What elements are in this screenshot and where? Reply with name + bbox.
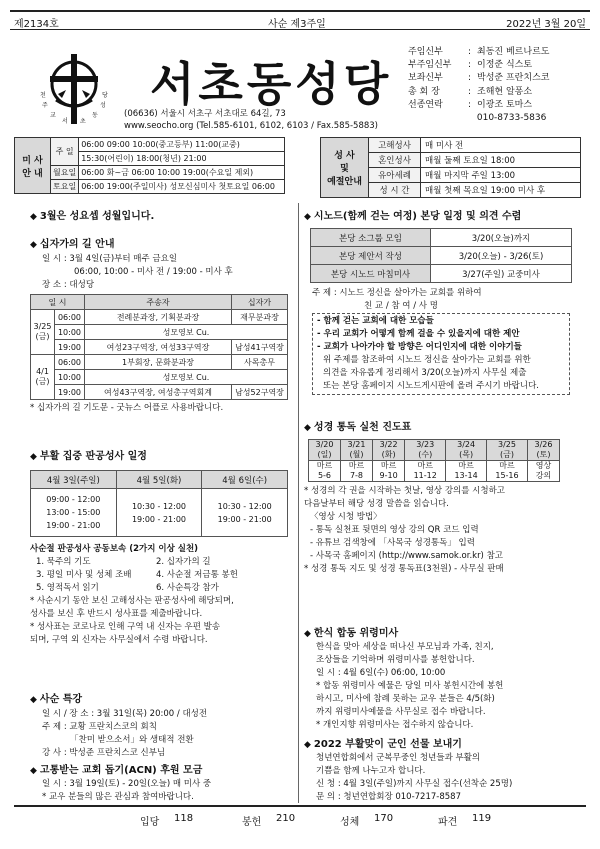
logo-char: 동 — [92, 112, 98, 119]
bible-note: * 성경 통독 지도 및 성경 통독표(3천원) - 사무실 판매 — [304, 564, 504, 574]
penance-note: 성사를 보신 후 반드시 성사표를 제출바랍니다. — [30, 609, 203, 619]
hymn-footer — [14, 805, 586, 831]
penance-item-row: 5. 영적독서 읽기 6. 사순특강 참가 — [36, 583, 219, 593]
table-header: 십자가 — [232, 295, 288, 310]
stations-leader: 1부회장, 문화분과장 — [85, 355, 232, 370]
bible-note: - 유튜브 검색창에 「사목국 성경통독」 입력 — [310, 538, 475, 548]
penance-item-row: 3. 평일 미사 및 성체 조배 4. 사순절 저금통 봉헌 — [36, 570, 238, 580]
diamond-icon: ◆ — [30, 212, 37, 222]
hymn-label: 파견 — [438, 817, 458, 828]
synod-label: 본당 시노드 마침미사 — [311, 265, 431, 283]
bible-range: 영상 강의 — [527, 461, 559, 482]
diamond-icon: ◆ — [304, 629, 311, 639]
stations-cross: 재무분과장 — [232, 310, 288, 325]
memorial-line: * 합동 위령미사 예물은 당일 미사 봉헌시간에 봉헌 — [316, 681, 504, 691]
sacrament-time: 매 미사 전 — [421, 138, 581, 153]
diamond-icon: ◆ — [30, 240, 37, 250]
stations-time-cell: 10:00 — [55, 370, 85, 385]
acn-detail: * 교우 분들의 많은 관심과 참여바랍니다. — [42, 792, 194, 802]
stations-leader: 여성23구역장, 여성33구역장 — [85, 340, 232, 355]
stations-time-cell: 06:00 — [55, 310, 85, 325]
staff-row: 선종연락 : 이광조 토마스 — [408, 99, 549, 112]
stations-time-cell: 19:00 — [55, 340, 85, 355]
stations-table — [30, 294, 288, 400]
bible-range: 마르 13-14 — [446, 461, 487, 482]
hymn-number: 119 — [472, 813, 492, 824]
acn-section — [30, 761, 292, 804]
staff-row: 총 회 장 : 조해현 알퐁소 — [408, 86, 549, 99]
synod-value: 3/20(오늘) - 3/26(토) — [431, 247, 572, 265]
synod-label: 본당 소그룹 모임 — [311, 229, 431, 247]
stations-place: 장 소 : 대성당 — [42, 280, 95, 290]
issue-bar — [10, 10, 590, 30]
synod-points-box — [312, 313, 570, 395]
synod-label: 본당 제안서 작성 — [311, 247, 431, 265]
staff-value: 010-8733-5836 — [476, 113, 547, 124]
memorial-section — [304, 624, 584, 732]
stations-time: 06:00, 10:00 - 미사 전 / 19:00 - 미사 후 — [74, 267, 233, 277]
stations-cross: 남성52구역장 — [232, 385, 288, 400]
diamond-icon: ◆ — [304, 423, 311, 433]
easter-line: 청년연합회에서 군복무중인 청년들과 부활의 — [316, 753, 481, 763]
bible-notes — [304, 485, 584, 576]
sacraments-table — [320, 137, 581, 198]
stations-time-cell: 10:00 — [55, 325, 85, 340]
issue-number: 제2134호 — [14, 19, 59, 30]
sacrament-time: 매월 첫째 목요일 19:00 미사 후 — [421, 183, 581, 198]
bible-date: 3/22 (화) — [372, 440, 404, 461]
bible-date: 3/26 (토) — [527, 440, 559, 461]
memorial-line: * 개인지향 위령미사는 접수하지 않습니다. — [316, 720, 474, 730]
easter-gift-section — [304, 735, 584, 804]
synod-desc: 위 주제를 참조하여 시노드 정신을 살아가는 교회를 위한 — [323, 355, 531, 365]
page-title: 서초동성당 — [150, 57, 393, 111]
section-title: ◆ 3월은 성요셉 성월입니다. — [30, 211, 155, 222]
lecture-detail: 주 제 : 교황 프란치스코의 회칙 — [42, 722, 157, 732]
synod-theme: 친 교 / 참 여 / 사 명 — [364, 301, 438, 311]
penance-note: * 사순시기 동안 보신 고해성사는 판공성사에 해당되며, — [30, 596, 234, 606]
bible-date: 3/21 (월) — [340, 440, 372, 461]
hymn-label: 입당 — [140, 817, 160, 828]
penance-item-row: 1. 묵주의 기도 2. 십자가의 길 — [36, 557, 211, 567]
sacrament-label: 고해성사 — [369, 138, 421, 153]
penance-time: 19:00 - 21:00 — [46, 521, 101, 530]
bible-range: 마르 5-6 — [309, 461, 341, 482]
lecture-section — [30, 690, 292, 760]
sacrament-label: 혼인성사 — [369, 153, 421, 168]
bible-section — [304, 418, 584, 576]
staff-row: 주임신부 : 최동진 베르나르도 — [408, 46, 549, 59]
bible-range: 마르 15-16 — [487, 461, 528, 482]
penance-time: 09:00 - 12:00 — [46, 495, 101, 504]
sacrament-label: 성 시 간 — [369, 183, 421, 198]
synod-theme: 주 제 : 시노드 정신을 살아가는 교회를 위하여 — [312, 288, 482, 298]
section-title: ◆ 고통받는 교회 돕기(ACN) 후원 모금 — [30, 765, 203, 776]
logo-char: 당 — [102, 92, 108, 99]
synod-point: - 함께 걷는 교회에 대한 모습들 — [317, 316, 434, 326]
mass-day: 주 일 — [51, 138, 79, 166]
section-title: ◆ 성경 통독 실천 진도표 — [304, 422, 412, 433]
bible-note: 다음날부터 해당 성경 말씀을 읽습니다. — [304, 499, 449, 509]
synod-point: - 우리 교회가 어떻게 함께 걸을 수 있을지에 대한 제안 — [317, 329, 520, 339]
mass-day: 토요일 — [51, 180, 79, 194]
mass-times: 06:00 화~금 06:00 10:00 19:00(수요일 제외) — [79, 166, 285, 180]
hymn-number: 210 — [276, 813, 296, 824]
bible-note: - 통독 실천표 뒷면의 영상 강의 QR 코드 입력 — [310, 525, 479, 535]
synod-desc: 의견을 자유롭게 정리해서 3/20(오늘)까지 사무실 제출 — [323, 368, 527, 378]
penance-table — [30, 470, 288, 537]
stations-date: 4/1 (금) — [31, 355, 55, 400]
penance-times — [116, 489, 202, 537]
issue-date: 2022년 3월 20일 — [506, 19, 586, 30]
bible-note: * 성경의 각 권을 시작하는 첫날, 영상 강의를 시청하고 — [304, 486, 506, 496]
staff-value: 박성준 프란치스코 — [477, 73, 550, 84]
section-title: ◆ 시노드(함께 걷는 여정) 본당 일정 및 의견 수렴 — [304, 211, 522, 222]
stations-section — [30, 235, 292, 415]
penance-time: 10:30 - 12:00 — [217, 501, 272, 511]
section-title: ◆ 부활 집중 판공성사 일정 — [30, 451, 147, 462]
easter-line: 문 의 : 청년연합회장 010-7217-8587 — [316, 792, 461, 802]
stations-leader: 전례분과장, 기획분과장 — [85, 310, 232, 325]
bible-date: 3/23 (수) — [405, 440, 446, 461]
bible-date: 3/20 (일) — [309, 440, 341, 461]
logo-char: 성 — [100, 102, 106, 109]
stations-date: 3/25 (금) — [31, 310, 55, 355]
hymn-number: 170 — [374, 813, 394, 824]
lecture-detail: 강 사 : 박성준 프란치스코 신부님 — [42, 748, 166, 758]
diamond-icon: ◆ — [30, 766, 37, 776]
section-title: ◆ 2022 부활맞이 군인 선물 보내기 — [304, 739, 462, 750]
memorial-line: 일 시 : 4월 6일(수) 06:00, 10:00 — [316, 668, 446, 678]
synod-value: 3/20(오늘)까지 — [431, 229, 572, 247]
synod-section — [304, 207, 584, 395]
easter-line: 신 청 : 4월 3일(주일)까지 사무실 접수(선착순 25명) — [316, 779, 513, 789]
logo-char: 교 — [50, 112, 56, 119]
synod-desc: 또는 본당 홈페이지 시노드게시판에 올려 주시기 바랍니다. — [323, 381, 539, 391]
acn-detail: 일 시 : 3월 19일(토) - 20일(오늘) 매 미사 중 — [42, 779, 212, 789]
stations-leader: 성모영보 Cu. — [85, 325, 288, 340]
hymn-number: 118 — [174, 813, 194, 824]
logo-char: 서 — [62, 118, 68, 125]
mass-schedule-table — [14, 137, 285, 194]
synod-value: 3/27(주일) 교중미사 — [431, 265, 572, 283]
table-header: 4월 5일(화) — [116, 471, 202, 489]
easter-body — [304, 752, 584, 804]
mass-table-header: 미 사 안 내 — [15, 138, 51, 194]
column-divider — [298, 203, 299, 803]
memorial-line: 까지 위령미사예물을 사무실로 접수 바랍니다. — [316, 707, 486, 717]
stations-time: 일 시 : 3월 4일(금)부터 매주 금요일 — [42, 254, 178, 264]
staff-value: 이광조 토마스 — [477, 99, 533, 110]
sacrament-time: 매월 마지막 주일 13:00 — [421, 168, 581, 183]
diamond-icon: ◆ — [30, 695, 37, 705]
church-logo-icon — [36, 50, 112, 136]
section-title: ◆ 사순 특강 — [30, 694, 83, 705]
bible-note: - 사목국 홈페이지 (http://www.samok.or.kr) 참고 — [310, 551, 503, 561]
address-line: (06636) 서울시 서초구 서초대로 64길, 73 — [124, 109, 286, 119]
staff-label: 보좌신부 — [408, 73, 443, 84]
mass-times: 06:00 09:00 10:00(중고등부) 11:00(교중) — [79, 138, 285, 152]
table-header: 주송자 — [85, 295, 232, 310]
penance-time: 10:30 - 12:00 — [131, 501, 187, 511]
staff-row: 보좌신부 : 박성준 프란치스코 — [408, 72, 549, 85]
section-title: ◆ 십자가의 길 안내 — [30, 239, 115, 250]
logo-char: 초 — [80, 118, 86, 125]
bible-range: 마르 7-8 — [340, 461, 372, 482]
sacraments-header: 성 사 및 예절안내 — [321, 138, 369, 198]
staff-label: 주임신부 — [408, 47, 443, 57]
bible-note: 〈영상 시청 방법〉 — [310, 512, 382, 522]
memorial-line: 조상들을 기억하며 위령미사를 봉헌합니다. — [316, 655, 475, 665]
diamond-icon: ◆ — [304, 212, 311, 222]
lecture-detail: 「찬미 받으소서」와 생태적 전환 — [70, 735, 194, 745]
hymn-label: 봉헌 — [242, 817, 262, 828]
staff-label: 선종연락 — [408, 99, 443, 110]
penance-section — [30, 447, 292, 647]
table-header: 일 시 — [31, 295, 85, 310]
easter-line: 기쁨을 함께 나누고자 합니다. — [316, 766, 426, 776]
stations-leader: 여성43구역장, 여성총구역회계 — [85, 385, 232, 400]
mass-times: 15:30(어린이) 18:00(청년) 21:00 — [79, 152, 285, 166]
logo-char: 천 — [40, 92, 46, 99]
penance-times — [202, 489, 288, 537]
synod-table — [310, 228, 572, 283]
staff-label: 부주임신부 — [408, 60, 452, 71]
bible-range: 마르 11-12 — [405, 461, 446, 482]
mass-times: 06:00 19:00(주일미사) 성모신심미사 첫토요일 06:00 — [79, 180, 285, 194]
church-address — [124, 108, 378, 132]
staff-list — [408, 46, 549, 125]
bible-date: 3/24 (목) — [446, 440, 487, 461]
synod-point: - 교회가 나아가야 할 방향은 어디인지에 대한 이야기들 — [317, 342, 522, 352]
hymn-label: 성체 — [340, 817, 360, 828]
penance-time: 13:00 - 15:00 — [46, 508, 101, 517]
stations-cross: 사목총무 — [232, 355, 288, 370]
bible-date: 3/25 (금) — [487, 440, 528, 461]
address-line: www.seocho.org (Tel.585-6101, 6102, 6103 / Fax.585-5883) — [124, 121, 378, 131]
penance-note: * 성사표는 코로나로 인해 구역 내 신자는 우편 발송 — [30, 622, 221, 632]
sacrament-time: 매월 둘째 토요일 18:00 — [421, 153, 581, 168]
liturgical-week: 사순 제3주일 — [268, 19, 326, 30]
diamond-icon: ◆ — [304, 740, 311, 750]
stations-time-cell: 19:00 — [55, 385, 85, 400]
staff-label: 총 회 장 — [408, 86, 440, 97]
memorial-line: 하시고, 미사에 참례 못하는 교우 분들은 4/5(화) — [316, 694, 495, 704]
staff-row: 부주임신부 : 이정준 식스토 — [408, 59, 549, 72]
table-header: 4월 6일(수) — [202, 471, 288, 489]
staff-value: 조해현 알퐁소 — [477, 86, 533, 97]
diamond-icon: ◆ — [30, 452, 37, 462]
penance-times — [31, 489, 117, 537]
mass-day: 월요일 — [51, 166, 79, 180]
penance-note: 되며, 구역 외 신자는 사무실에서 수령 바랍니다. — [30, 635, 208, 645]
staff-row — [408, 112, 549, 125]
penance-guide-title: 사순절 판공성사 공동보속 (2가지 이상 실천) — [30, 544, 199, 554]
section-title: ◆ 한식 합동 위령미사 — [304, 628, 399, 639]
church-logo — [36, 50, 112, 136]
table-header: 4월 3일(주일) — [31, 471, 117, 489]
stations-leader: 성모영보 Cu. — [85, 370, 288, 385]
sacrament-label: 유아세례 — [369, 168, 421, 183]
memorial-line: 한식을 맞아 세상을 떠나신 부모님과 가족, 친지, — [316, 642, 494, 652]
lecture-detail: 일 시 / 장 소 : 3월 31일(목) 20:00 / 대성전 — [42, 709, 208, 719]
march-notice — [30, 207, 292, 222]
penance-time: 19:00 - 21:00 — [131, 514, 187, 524]
stations-time-cell: 06:00 — [55, 355, 85, 370]
staff-value: 최동진 베르나르도 — [477, 47, 550, 57]
stations-cross: 남성41구역장 — [232, 340, 288, 355]
stations-note: * 십자가의 길 기도문 - 굿뉴스 어플로 사용바랍니다. — [30, 403, 224, 413]
memorial-body — [304, 641, 584, 732]
bible-table — [308, 439, 560, 482]
penance-time: 19:00 - 21:00 — [217, 514, 272, 524]
staff-value: 이정준 식스토 — [477, 60, 533, 71]
logo-char: 주 — [42, 102, 48, 109]
bible-range: 마르 9-10 — [372, 461, 404, 482]
